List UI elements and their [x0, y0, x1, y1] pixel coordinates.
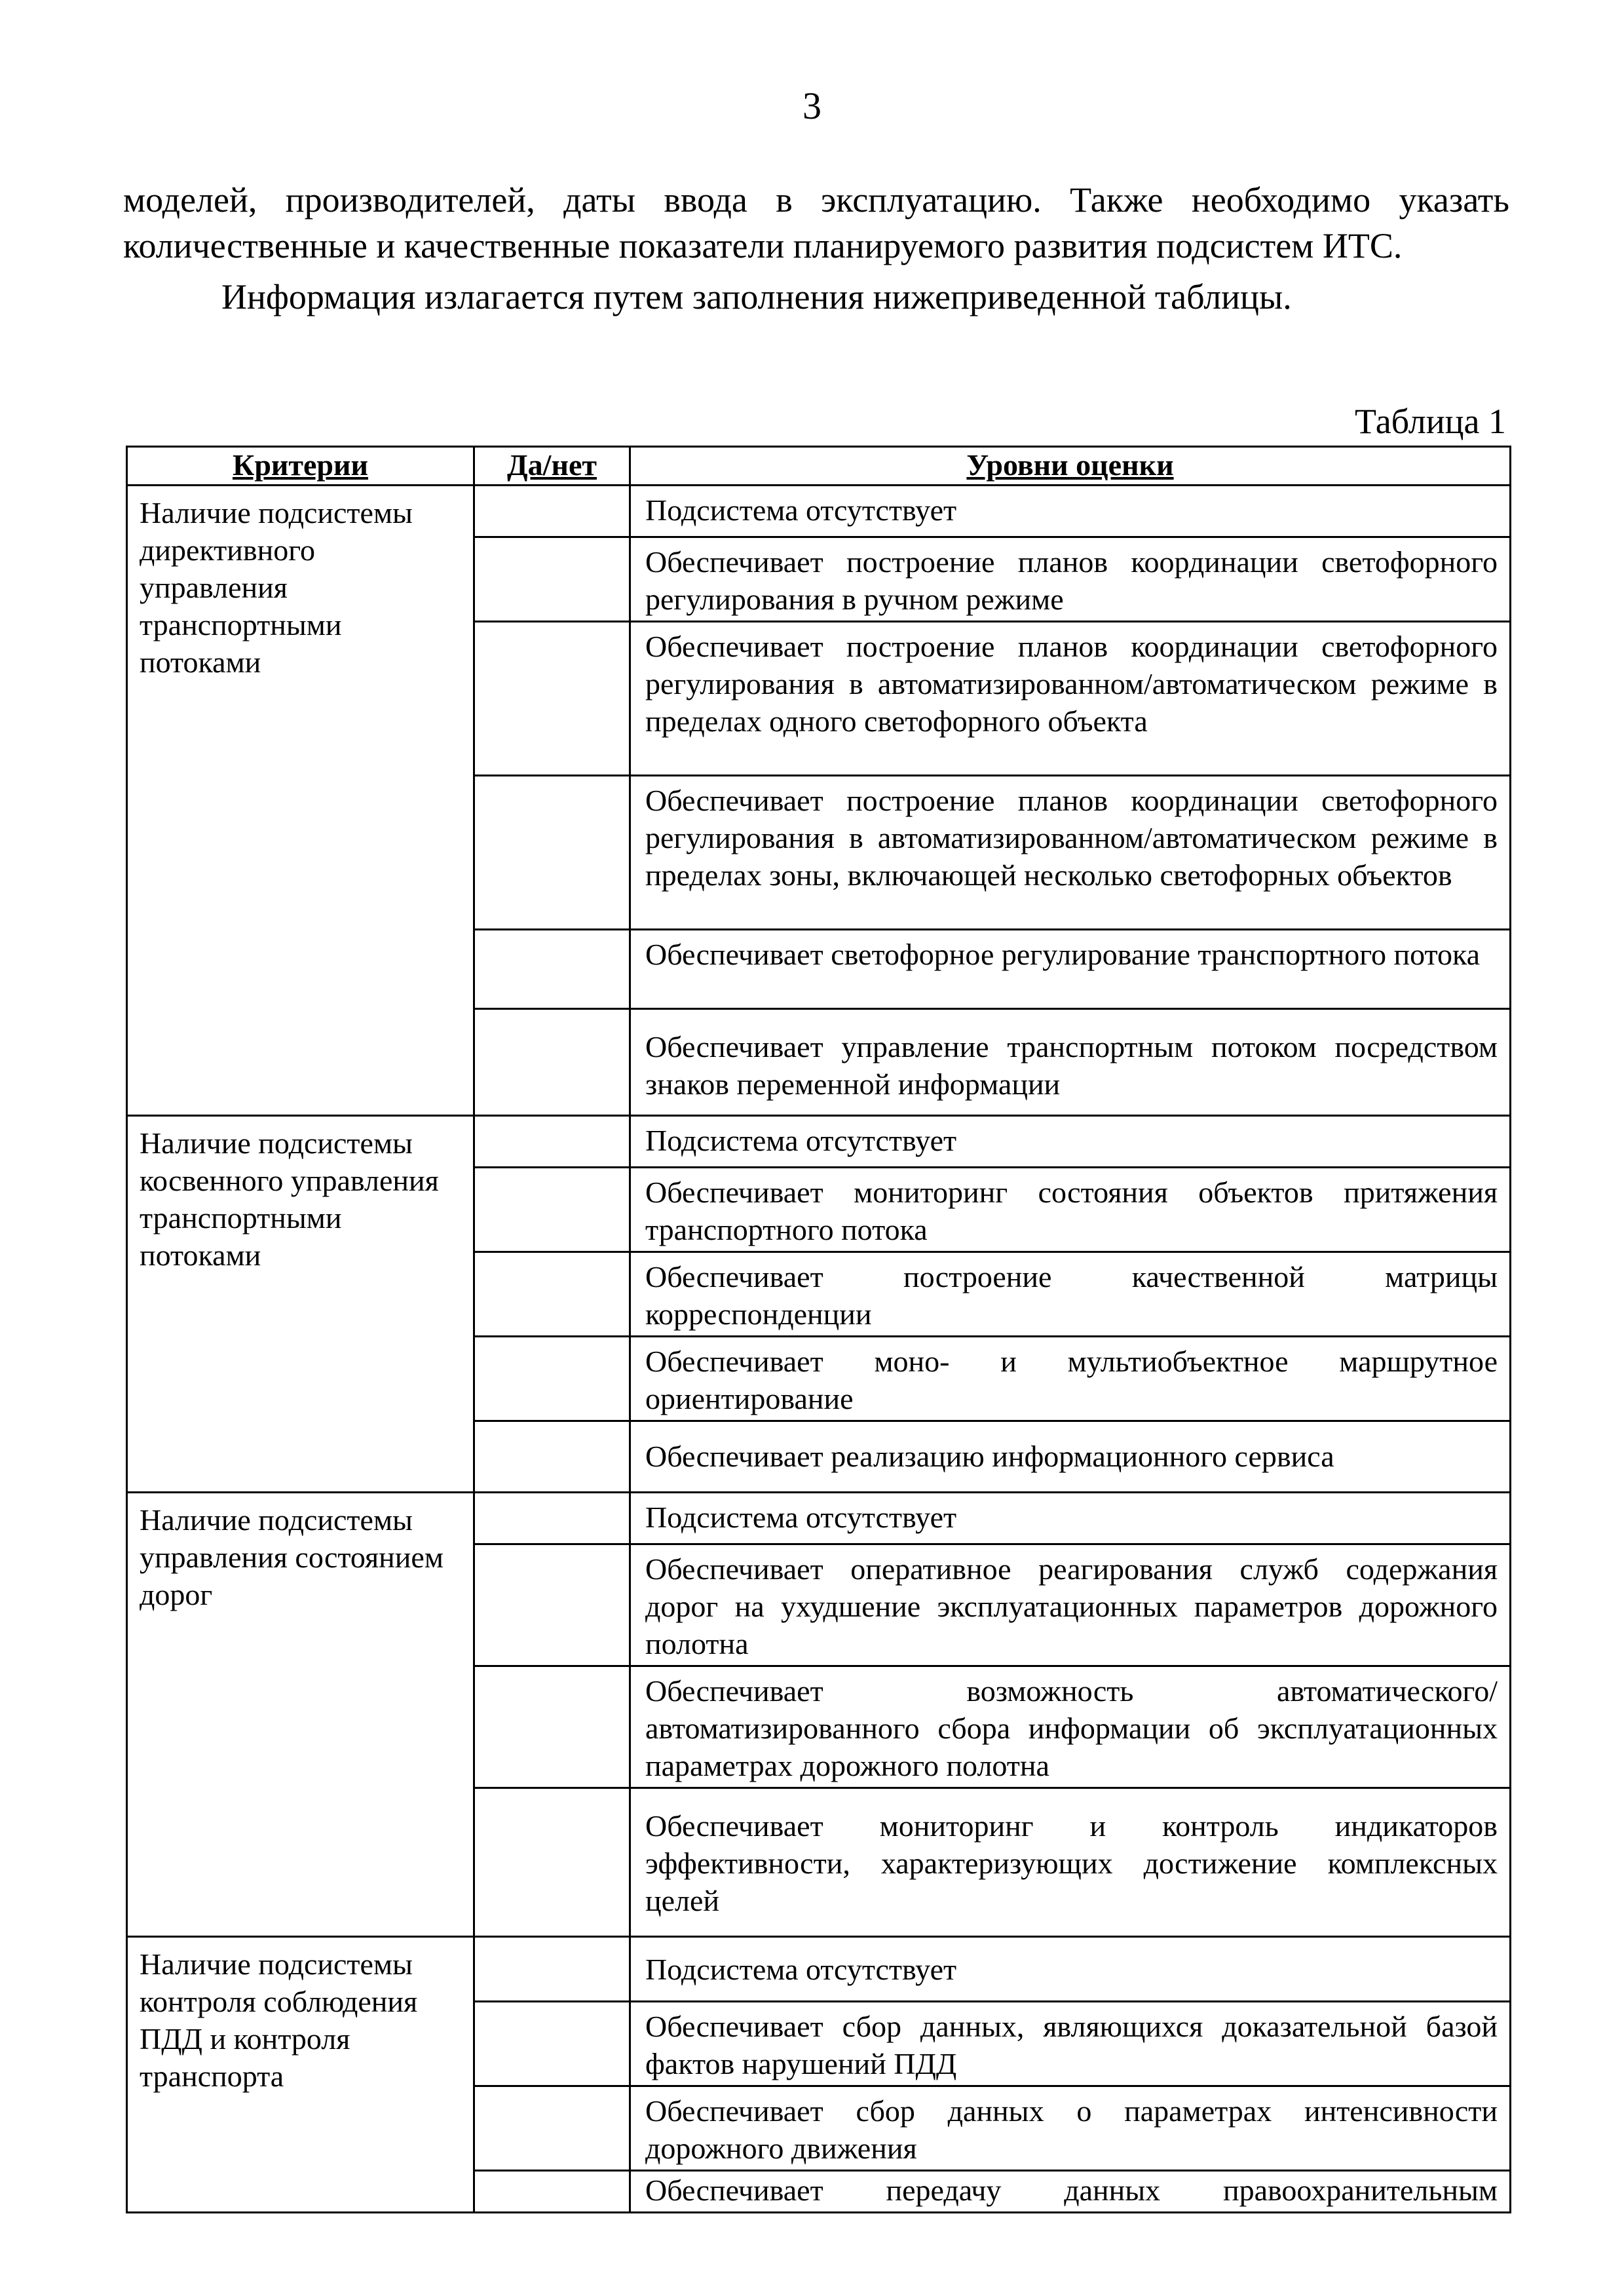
level-cell: Подсистема отсутствует — [630, 1116, 1511, 1168]
header-criteria: Критерии — [127, 447, 474, 486]
criterion-cell: Наличие подсистемы директивного управления транспортными потоками — [127, 486, 474, 1116]
yes-no-cell[interactable] — [474, 2002, 630, 2086]
yes-no-cell[interactable] — [474, 1337, 630, 1421]
level-cell: Обеспечивает оперативное реагирования служб содержания дорог на ухудшение эксплуатационных параметров дорожного полотна — [630, 1544, 1511, 1666]
yes-no-cell[interactable] — [474, 2171, 630, 2213]
yes-no-cell[interactable] — [474, 1937, 630, 2002]
level-cell: Обеспечивает сбор данных, являющихся доказательной базой фактов нарушений ПДД — [630, 2002, 1511, 2086]
level-cell: Обеспечивает мониторинг и контроль индикаторов эффективности, характеризующих достижение комплексных целей — [630, 1788, 1511, 1937]
page-number: 3 — [803, 85, 821, 127]
level-cell: Обеспечивает мониторинг состояния объектов притяжения транспортного потока — [630, 1168, 1511, 1252]
level-cell: Подсистема отсутствует — [630, 486, 1511, 537]
intro-paragraph-2: Информация излагается путем заполнения нижеприведенной таблицы. — [221, 277, 1292, 316]
yes-no-cell[interactable] — [474, 537, 630, 622]
assessment-table — [126, 446, 1511, 2213]
header-yes-no: Да/нет — [474, 447, 630, 486]
yes-no-cell[interactable] — [474, 486, 630, 537]
yes-no-cell[interactable] — [474, 930, 630, 1009]
yes-no-cell[interactable] — [474, 1252, 630, 1337]
yes-no-cell[interactable] — [474, 1493, 630, 1544]
table-row — [127, 1937, 1511, 2002]
level-cell: Обеспечивает построение планов координации светофорного регулирования в автоматизированном/автоматическом режиме в пределах одного светофорного объекта — [630, 622, 1511, 776]
level-cell: Обеспечивает светофорное регулирование транспортного потока — [630, 930, 1511, 1009]
level-cell: Обеспечивает моно- и мультиобъектное маршрутное ориентирование — [630, 1337, 1511, 1421]
table-row — [127, 1493, 1511, 1544]
yes-no-cell[interactable] — [474, 2086, 630, 2171]
table-header-row — [127, 447, 1511, 486]
table-caption: Таблица 1 — [1355, 402, 1506, 441]
yes-no-cell[interactable] — [474, 1168, 630, 1252]
level-cell: Обеспечивает сбор данных о параметрах интенсивности дорожного движения — [630, 2086, 1511, 2171]
level-cell: Обеспечивает построение качественной матрицы корреспонденции — [630, 1252, 1511, 1337]
criterion-cell: Наличие подсистемы управления состоянием дорог — [127, 1493, 474, 1937]
level-cell: Обеспечивает построение планов координации светофорного регулирования в автоматизированном/автоматическом режиме в пределах зоны, включающей несколько светофорных объектов — [630, 776, 1511, 930]
level-cell: Обеспечивает управление транспортным потоком посредством знаков переменной информации — [630, 1009, 1511, 1116]
yes-no-cell[interactable] — [474, 1788, 630, 1937]
level-cell: Обеспечивает передачу данных правоохранительным — [630, 2171, 1511, 2213]
yes-no-cell[interactable] — [474, 1544, 630, 1666]
yes-no-cell[interactable] — [474, 1666, 630, 1788]
yes-no-cell[interactable] — [474, 1421, 630, 1493]
table-row — [127, 1116, 1511, 1168]
table-row — [127, 486, 1511, 537]
header-levels: Уровни оценки — [630, 447, 1511, 486]
level-cell: Обеспечивает реализацию информационного сервиса — [630, 1421, 1511, 1493]
yes-no-cell[interactable] — [474, 1116, 630, 1168]
criterion-cell: Наличие подсистемы косвенного управления транспортными потоками — [127, 1116, 474, 1493]
yes-no-cell[interactable] — [474, 1009, 630, 1116]
yes-no-cell[interactable] — [474, 776, 630, 930]
intro-text — [123, 177, 1509, 320]
yes-no-cell[interactable] — [474, 622, 630, 776]
intro-paragraph-1: моделей, производителей, даты ввода в эксплуатацию. Также необходимо указать количественные и качественные показатели планируемого развития подсистем ИТС. — [123, 180, 1509, 265]
level-cell: Подсистема отсутствует — [630, 1493, 1511, 1544]
level-cell: Обеспечивает построение планов координации светофорного регулирования в ручном режиме — [630, 537, 1511, 622]
level-cell: Обеспечивает возможность автоматического/автоматизированного сбора информации об эксплуатационных параметрах дорожного полотна — [630, 1666, 1511, 1788]
level-cell: Подсистема отсутствует — [630, 1937, 1511, 2002]
criterion-cell: Наличие подсистемы контроля соблюдения ПДД и контроля транспорта — [127, 1937, 474, 2213]
